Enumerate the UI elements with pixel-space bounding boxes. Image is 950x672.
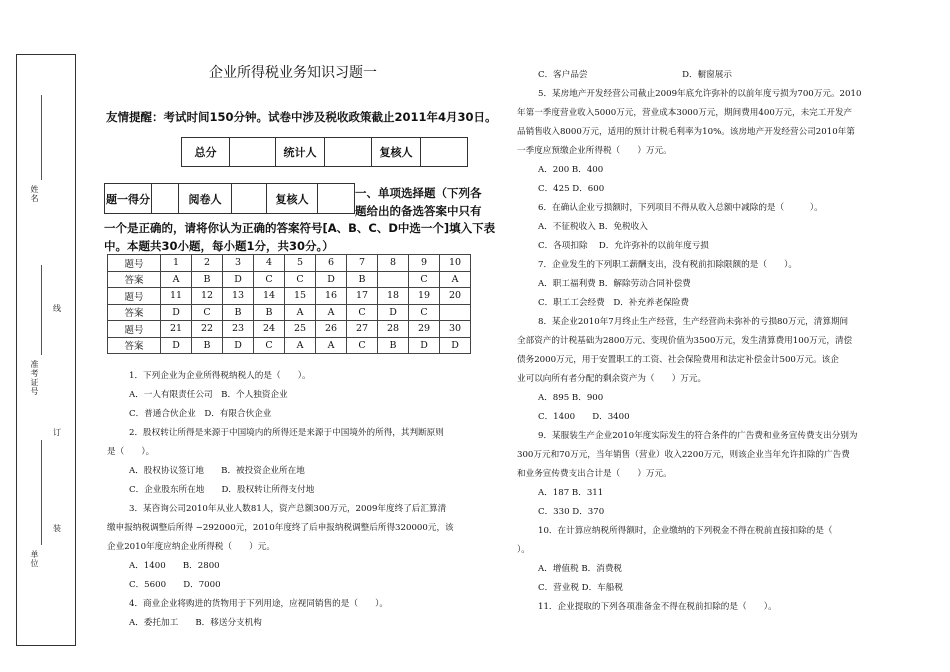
- question-line: 债务2000万元，用于安置职工的工资、社会保险费用和法定补偿金计500万元。该企: [517, 355, 839, 365]
- num-cell: 2: [192, 255, 223, 272]
- reviewer-cell[interactable]: [318, 184, 355, 214]
- num-cell: 29: [409, 321, 440, 338]
- question-line: C．普通合伙企业 D．有限合伙企业: [129, 409, 272, 419]
- ans-label: 答案: [108, 271, 161, 288]
- question-line: A．1400 B．2800: [129, 561, 220, 571]
- ans-cell[interactable]: C: [285, 271, 316, 288]
- question-line: 300万元和70万元，当年销售（营业）收入2200万元，则该企业当年允许扣除的广告费: [517, 450, 850, 460]
- num-cell: 8: [378, 255, 409, 272]
- question-line: 5．某房地产开发经营公司截止2009年底允许弥补的以前年度亏损为700万元。2010: [538, 89, 862, 99]
- unit-underline: [41, 440, 42, 545]
- ans-cell[interactable]: B: [192, 337, 223, 354]
- question-line: C．330 D．370: [538, 507, 605, 517]
- ans-cell[interactable]: D: [378, 304, 409, 321]
- ans-row-1: [108, 271, 471, 288]
- ans-cell[interactable]: B: [347, 271, 378, 288]
- question-line: 一季度应预缴企业所得税（ ）万元。: [517, 146, 672, 156]
- ans-cell[interactable]: [378, 271, 409, 288]
- section-one-head-c: 一个是正确的，请将你认为正确的答案符号[A、B、C、D中选一个]填入下表: [104, 221, 496, 235]
- reviewer-label: 复核人: [267, 184, 318, 214]
- ans-row-2: [108, 304, 471, 321]
- ans-cell[interactable]: C: [254, 337, 285, 354]
- question-line: 11．企业提取的下列各项准备金不得在税前扣除的是（ ）。: [538, 602, 777, 612]
- num-cell: 16: [316, 288, 347, 305]
- num-cell: 14: [254, 288, 285, 305]
- grader-label: 阅卷人: [179, 184, 232, 214]
- ans-cell[interactable]: D: [161, 337, 192, 354]
- ans-cell[interactable]: D: [223, 337, 254, 354]
- num-cell: 26: [316, 321, 347, 338]
- total-cell[interactable]: [230, 138, 276, 167]
- num-cell: 25: [285, 321, 316, 338]
- question-line: C．5600 D．7000: [129, 580, 221, 590]
- ans-cell[interactable]: C: [347, 337, 378, 354]
- ans-cell[interactable]: D: [409, 337, 440, 354]
- line-char-1: 线: [53, 304, 61, 313]
- question-line: 年第一季度营业收入5000万元，营业成本3000万元，期间费用400万元，未完工开发产: [517, 108, 853, 118]
- question-line: 企业2010年度应纳企业所得税（ ）元。: [107, 542, 275, 552]
- grader-table: [104, 183, 355, 214]
- question-line: A．200 B．400: [538, 165, 604, 175]
- question-line: C．企业股东所在地 D．股权转让所得支付地: [129, 485, 315, 495]
- num-cell: 3: [223, 255, 254, 272]
- question-line: 10．在计算应纳税所得额时，企业缴纳的下列税金不得在税前直接扣除的是（: [538, 526, 833, 536]
- question-line: A．895 B．900: [538, 393, 604, 403]
- question-line: A．股权协议签订地 B．被投资企业所在地: [129, 466, 305, 476]
- line-char-3: 装: [53, 524, 61, 533]
- question-line: A．187 B．311: [538, 488, 604, 498]
- num-label: 题号: [108, 288, 161, 305]
- ans-cell[interactable]: C: [254, 271, 285, 288]
- ans-cell[interactable]: C: [192, 304, 223, 321]
- ans-label: 答案: [108, 337, 161, 354]
- question-line: ）。: [517, 545, 530, 555]
- ans-cell[interactable]: C: [347, 304, 378, 321]
- num-cell: 27: [347, 321, 378, 338]
- grader-cell[interactable]: [232, 184, 267, 214]
- num-row-1: [108, 255, 471, 272]
- ans-cell[interactable]: A: [161, 271, 192, 288]
- num-cell: 17: [347, 288, 378, 305]
- question-line: 和业务宣传费支出合计是（ ）万元。: [517, 469, 672, 479]
- question-line: 9．某服装生产企业2010年度实际发生的符合条件的广告费和业务宣传费支出分别为: [538, 431, 858, 441]
- ans-row-3: [108, 337, 471, 354]
- total-label: 总分: [182, 138, 230, 167]
- num-cell: 30: [440, 321, 471, 338]
- section-one-head-b: 题给出的备选答案中只有: [355, 204, 482, 218]
- num-cell: 20: [440, 288, 471, 305]
- ans-cell[interactable]: B: [378, 337, 409, 354]
- num-cell: 21: [161, 321, 192, 338]
- ans-cell[interactable]: D: [161, 304, 192, 321]
- ans-cell[interactable]: A: [440, 271, 471, 288]
- question-line: A．一人有限责任公司 B．个人独资企业: [129, 390, 288, 400]
- ans-cell[interactable]: D: [440, 337, 471, 354]
- question-line: C．营业税 D．车船税: [538, 583, 623, 593]
- num-cell: 24: [254, 321, 285, 338]
- question-line: 1．下列企业为企业所得税纳税人的是（ ）。: [129, 371, 311, 381]
- question-line: 4．商业企业将购进的货物用于下列用途，应视同销售的是（ ）。: [129, 599, 388, 609]
- num-cell: 6: [316, 255, 347, 272]
- ans-cell[interactable]: D: [316, 271, 347, 288]
- num-cell: 23: [223, 321, 254, 338]
- question-line: 6．在确认企业亏损额时，下列项目不得从收入总额中减除的是（ ）。: [538, 203, 823, 213]
- num-label: 题号: [108, 255, 161, 272]
- num-cell: 4: [254, 255, 285, 272]
- question-line: A．职工福利费 B．解除劳动合同补偿费: [538, 279, 691, 289]
- num-cell: 13: [223, 288, 254, 305]
- question-line: C．各项扣除 D．允许弥补的以前年度亏损: [538, 241, 709, 251]
- question-line: 是（ ）。: [107, 447, 155, 457]
- section-score-label: 题一得分: [105, 184, 152, 214]
- section-score-cell[interactable]: [152, 184, 179, 214]
- ans-cell[interactable]: A: [316, 304, 347, 321]
- section-one-head-d: 中。本题共30小题，每小题1分，共30分。）: [104, 239, 334, 253]
- stats-cell[interactable]: [325, 138, 372, 167]
- line-char-2: 订: [53, 428, 61, 437]
- num-cell: 10: [440, 255, 471, 272]
- question-line: C．1400 D．3400: [538, 412, 630, 422]
- review-cell[interactable]: [421, 138, 468, 167]
- num-label: 题号: [108, 321, 161, 338]
- answer-table: [107, 254, 471, 354]
- num-cell: 1: [161, 255, 192, 272]
- num-cell: 19: [409, 288, 440, 305]
- num-row-2: [108, 288, 471, 305]
- question-line: C．客户品尝 D．橱窗展示: [538, 70, 732, 80]
- question-line: C．425 D．600: [538, 184, 605, 194]
- question-line: C．职工工会经费 D．补充养老保险费: [538, 298, 689, 308]
- ans-cell[interactable]: B: [254, 304, 285, 321]
- question-line: 业可以向所有者分配的剩余资产为（ ）万元。: [517, 374, 707, 384]
- num-cell: 5: [285, 255, 316, 272]
- num-cell: 11: [161, 288, 192, 305]
- ans-cell[interactable]: A: [285, 304, 316, 321]
- page-title: 企业所得税业务知识习题一: [209, 65, 377, 81]
- ans-cell[interactable]: C: [409, 304, 440, 321]
- ans-label: 答案: [108, 304, 161, 321]
- unit-label: 单位: [30, 550, 39, 568]
- question-line: 全部资产的计税基础为2800万元、变现价值为3500万元，发生清算费用100万元，清偿: [517, 336, 853, 346]
- question-line: A．增值税 B．消费税: [538, 564, 623, 574]
- question-line: A．不征税收入 B．免税收入: [538, 222, 648, 232]
- num-cell: 28: [378, 321, 409, 338]
- exam-tip: 友情提醒：考试时间150分钟。试卷中涉及税收政策截止2011年4月30日。: [106, 110, 497, 124]
- ans-cell[interactable]: C: [409, 271, 440, 288]
- question-line: 8．某企业2010年7月终止生产经营，生产经营尚未弥补的亏损80万元，清算期间: [538, 317, 849, 327]
- review-label: 复核人: [372, 138, 421, 167]
- ticket-label: 准考证号: [30, 360, 39, 396]
- binding-strip: [16, 54, 76, 646]
- question-line: 品销售收入8000万元，适用的预计计税毛利率为10%。该房地产开发经营公司2010年第: [517, 127, 855, 137]
- question-line: 3．某咨询公司2010年从业人数81人，资产总额300万元，2009年度终了后汇算清: [129, 504, 447, 514]
- ans-cell[interactable]: B: [192, 271, 223, 288]
- ans-cell[interactable]: A: [285, 337, 316, 354]
- name-underline: [41, 95, 42, 180]
- ticket-underline: [41, 265, 42, 355]
- num-row-3: [108, 321, 471, 338]
- ans-cell[interactable]: B: [223, 304, 254, 321]
- section-one-head-a: 一、单项选择题（下列各: [355, 186, 482, 200]
- num-cell: 7: [347, 255, 378, 272]
- ans-cell[interactable]: [440, 304, 471, 321]
- question-line: 7．企业发生的下列职工薪酬支出，没有税前扣除限额的是（ ）。: [538, 260, 797, 270]
- question-line: 缴申报纳税调整后所得 −292000元，2010年度终了后申报纳税调整后所得320000元，该: [107, 523, 454, 533]
- stats-label: 统计人: [276, 138, 325, 167]
- num-cell: 9: [409, 255, 440, 272]
- num-cell: 15: [285, 288, 316, 305]
- num-cell: 12: [192, 288, 223, 305]
- num-cell: 22: [192, 321, 223, 338]
- num-cell: 18: [378, 288, 409, 305]
- question-line: 2．股权转让所得是来源于中国境内的所得还是来源于中国境外的所得，其判断原则: [129, 428, 444, 438]
- name-label: 姓名: [30, 185, 39, 203]
- ans-cell[interactable]: A: [316, 337, 347, 354]
- ans-cell[interactable]: D: [223, 271, 254, 288]
- score-table: [181, 137, 468, 167]
- question-line: A．委托加工 B．移送分支机构: [129, 618, 262, 628]
